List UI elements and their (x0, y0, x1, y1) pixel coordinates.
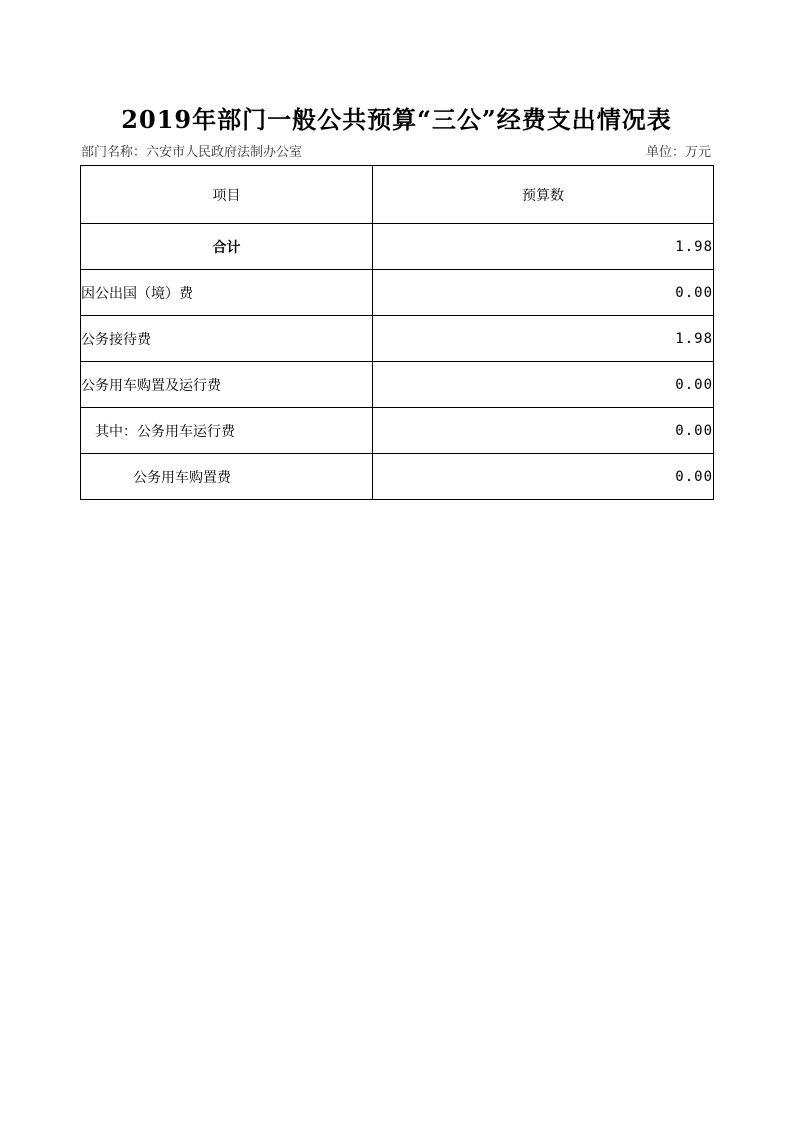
row-label: 公务用车购置及运行费 (81, 362, 373, 408)
row-value: 0.00 (373, 408, 714, 454)
department-name: 部门名称：六安市人民政府法制办公室 (81, 145, 303, 160)
table-row (81, 316, 714, 362)
column-header-budget: 预算数 (373, 166, 714, 224)
row-value: 0.00 (373, 454, 714, 500)
table-row (81, 408, 714, 454)
row-value: 0.00 (373, 362, 714, 408)
row-value-total: 1.98 (373, 224, 714, 270)
table-row-total (81, 224, 714, 270)
unit-label: 单位：万元 (645, 145, 711, 160)
row-label: 因公出国（境）费 (81, 270, 373, 316)
row-label-sub: 公务用车购置费 (81, 454, 373, 500)
table-row (81, 454, 714, 500)
row-label-total: 合计 (81, 224, 373, 270)
table-row (81, 362, 714, 408)
column-header-item: 项目 (81, 166, 373, 224)
row-value: 1.98 (373, 316, 714, 362)
budget-table (80, 165, 714, 500)
page-title: 2019年部门一般公共预算“三公”经费支出情况表 (121, 105, 672, 134)
row-label-sub: 其中：公务用车运行费 (81, 408, 373, 454)
row-label: 公务接待费 (81, 316, 373, 362)
table-row (81, 270, 714, 316)
row-value: 0.00 (373, 270, 714, 316)
table-header-row (81, 166, 714, 224)
